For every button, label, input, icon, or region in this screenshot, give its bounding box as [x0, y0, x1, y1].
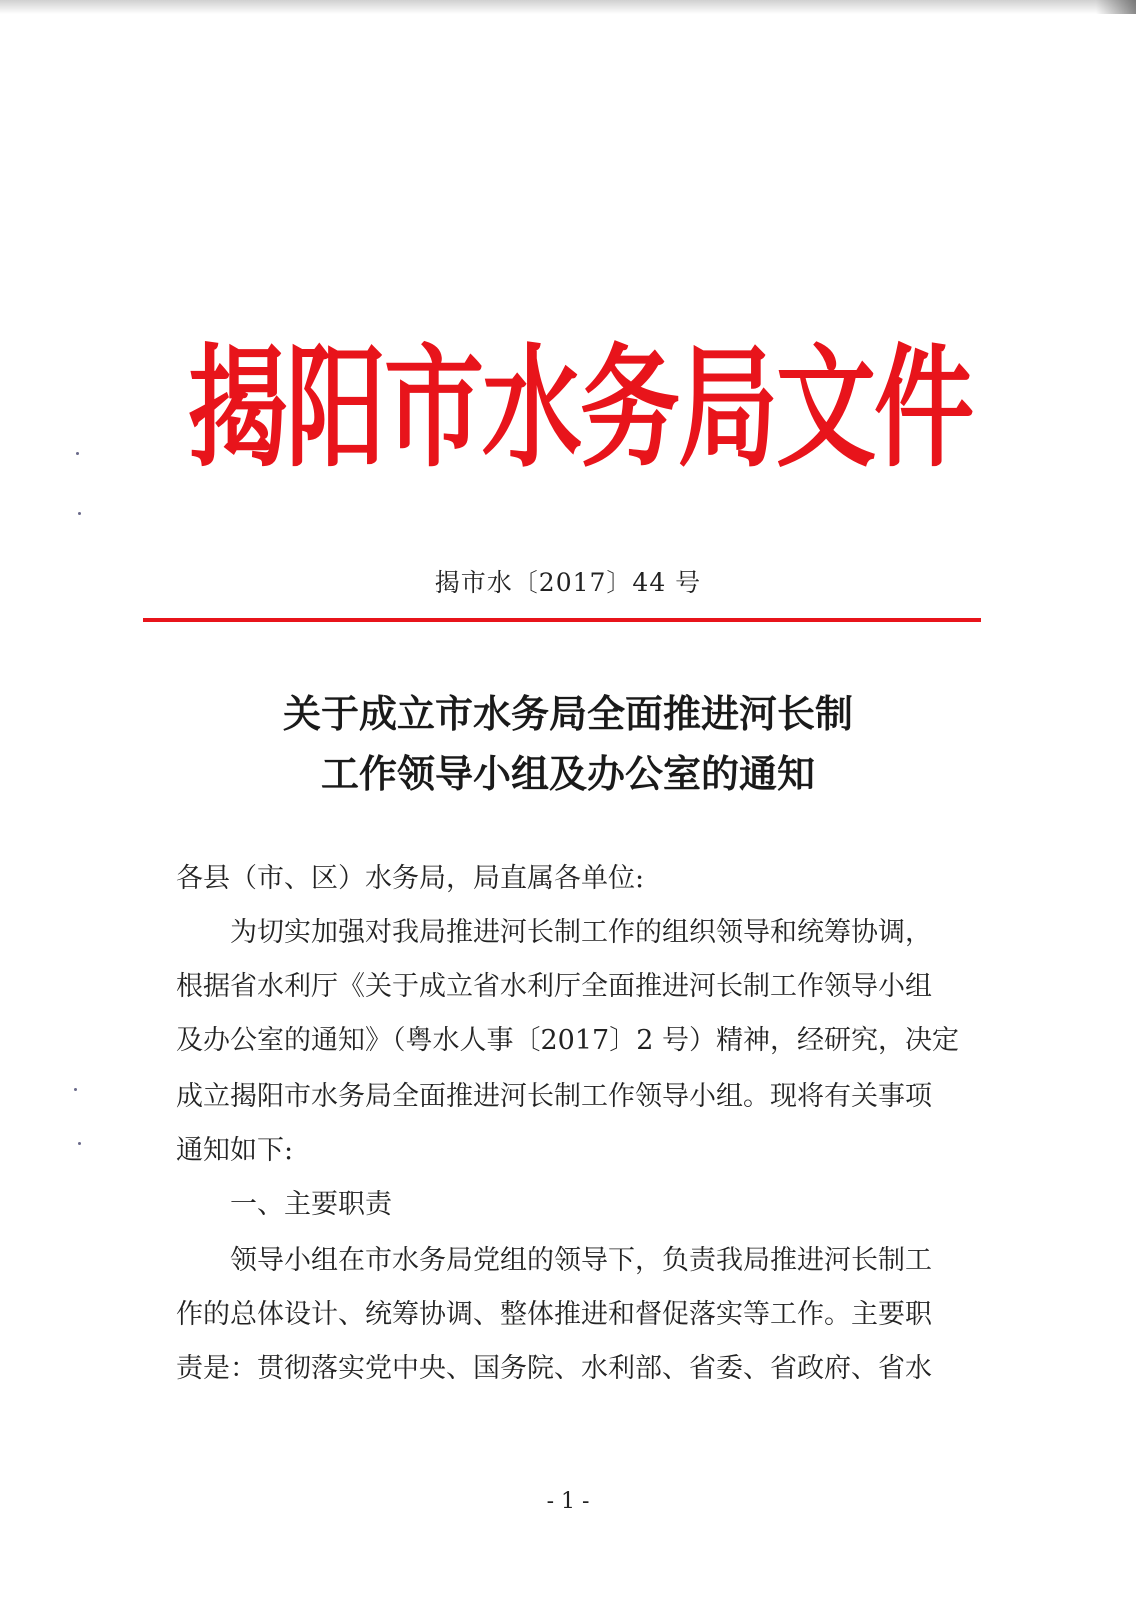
- document-title-line-2: 工作领导小组及办公室的通知: [320, 752, 815, 796]
- scan-speck: [76, 452, 79, 455]
- body-line: 领导小组在市水务局党组的领导下，负责我局推进河长制工: [176, 1245, 932, 1276]
- body-line: 通知如下:: [176, 1135, 294, 1166]
- document-number: 揭市水〔2017〕44 号: [434, 568, 702, 597]
- scan-speck: [78, 512, 81, 515]
- body-line: 成立揭阳市水务局全面推进河长制工作领导小组。现将有关事项: [176, 1081, 932, 1112]
- document-title-line-1: 关于成立市水务局全面推进河长制: [282, 692, 853, 736]
- body-line: 责是：贯彻落实党中央、国务院、水利部、省委、省政府、省水: [176, 1353, 932, 1384]
- page-number: - 1 -: [546, 1489, 590, 1514]
- section-heading: 一、主要职责: [176, 1189, 392, 1220]
- scan-speck: [74, 1088, 77, 1091]
- body-line: 作的总体设计、统筹协调、整体推进和督促落实等工作。主要职: [176, 1299, 932, 1330]
- issuing-authority-header: 揭阳市水务局文件: [188, 331, 972, 486]
- scan-shadow-top: [0, 0, 1136, 14]
- body-line: 根据省水利厅《关于成立省水利厅全面推进河长制工作领导小组: [176, 971, 932, 1002]
- body-line: 及办公室的通知》（粤水人事〔2017〕2 号）精神，经研究，决定: [176, 1025, 959, 1056]
- addressee-line: 各县（市、区）水务局，局直属各单位:: [176, 863, 645, 894]
- body-line: 为切实加强对我局推进河长制工作的组织领导和统筹协调，: [176, 917, 932, 948]
- red-separator-line: [143, 618, 981, 622]
- scan-shadow-corner: [1096, 0, 1136, 14]
- scan-speck: [78, 1142, 81, 1145]
